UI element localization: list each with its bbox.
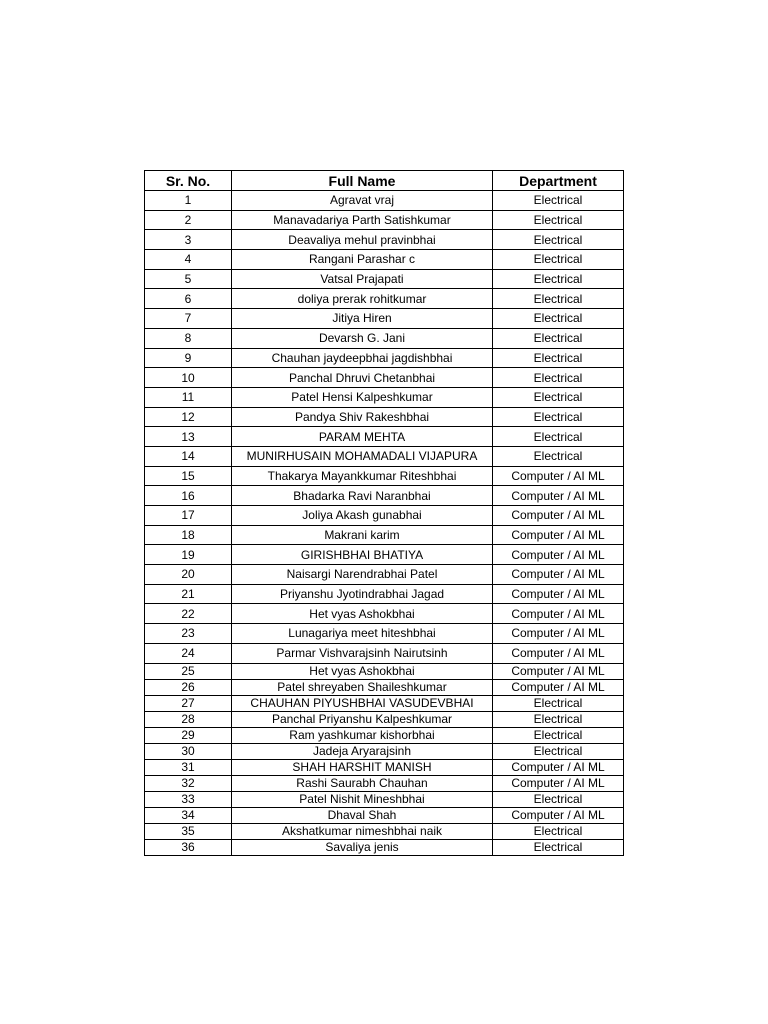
table-row [145,727,624,743]
cell-department: Computer / AI ML [493,545,624,565]
cell-full-name: Deavaliya mehul pravinbhai [232,230,493,250]
cell-department: Electrical [493,711,624,727]
cell-department: Electrical [493,289,624,309]
header-department: Department [493,171,624,191]
table-header-row [145,171,624,191]
cell-full-name: Het vyas Ashokbhai [232,604,493,624]
cell-department: Electrical [493,407,624,427]
table-row [145,230,624,250]
cell-full-name: Parmar Vishvarajsinh Nairutsinh [232,643,493,663]
cell-full-name: Dhaval Shah [232,807,493,823]
cell-sr-no: 34 [145,807,232,823]
cell-sr-no: 21 [145,584,232,604]
table-body [145,191,624,856]
cell-department: Electrical [493,791,624,807]
cell-sr-no: 18 [145,525,232,545]
cell-full-name: Lunagariya meet hiteshbhai [232,624,493,644]
header-sr-no: Sr. No. [145,171,232,191]
cell-department: Computer / AI ML [493,807,624,823]
cell-full-name: Savaliya jenis [232,839,493,855]
cell-department: Electrical [493,230,624,250]
cell-sr-no: 17 [145,506,232,526]
cell-sr-no: 24 [145,643,232,663]
cell-full-name: doliya prerak rohitkumar [232,289,493,309]
cell-department: Computer / AI ML [493,584,624,604]
table-row [145,545,624,565]
table-row [145,446,624,466]
cell-full-name: Panchal Priyanshu Kalpeshkumar [232,711,493,727]
cell-full-name: Makrani karim [232,525,493,545]
cell-full-name: Ram yashkumar kishorbhai [232,727,493,743]
cell-full-name: Jadeja Aryarajsinh [232,743,493,759]
cell-sr-no: 26 [145,679,232,695]
cell-department: Electrical [493,446,624,466]
cell-department: Computer / AI ML [493,506,624,526]
table-row [145,210,624,230]
table-row [145,624,624,644]
cell-sr-no: 10 [145,368,232,388]
cell-sr-no: 4 [145,250,232,270]
cell-sr-no: 23 [145,624,232,644]
cell-sr-no: 8 [145,328,232,348]
cell-department: Electrical [493,727,624,743]
cell-sr-no: 33 [145,791,232,807]
cell-full-name: Agravat vraj [232,191,493,211]
cell-full-name: CHAUHAN PIYUSHBHAI VASUDEVBHAI [232,695,493,711]
cell-sr-no: 1 [145,191,232,211]
cell-department: Electrical [493,695,624,711]
cell-sr-no: 28 [145,711,232,727]
table-row [145,695,624,711]
cell-department: Electrical [493,328,624,348]
cell-department: Electrical [493,309,624,329]
table-row [145,506,624,526]
cell-full-name: Bhadarka Ravi Naranbhai [232,486,493,506]
cell-sr-no: 14 [145,446,232,466]
cell-sr-no: 2 [145,210,232,230]
cell-department: Computer / AI ML [493,759,624,775]
table-row [145,289,624,309]
cell-sr-no: 19 [145,545,232,565]
cell-sr-no: 3 [145,230,232,250]
cell-department: Computer / AI ML [493,624,624,644]
cell-sr-no: 15 [145,466,232,486]
table-row [145,584,624,604]
cell-department: Computer / AI ML [493,525,624,545]
cell-sr-no: 30 [145,743,232,759]
table-row [145,663,624,679]
cell-full-name: Het vyas Ashokbhai [232,663,493,679]
cell-department: Computer / AI ML [493,663,624,679]
cell-sr-no: 35 [145,823,232,839]
cell-sr-no: 29 [145,727,232,743]
cell-department: Electrical [493,368,624,388]
table-row [145,407,624,427]
cell-full-name: Devarsh G. Jani [232,328,493,348]
table-row [145,759,624,775]
table-row [145,775,624,791]
cell-department: Electrical [493,427,624,447]
table-row [145,604,624,624]
cell-sr-no: 32 [145,775,232,791]
cell-full-name: Joliya Akash gunabhai [232,506,493,526]
table-row [145,328,624,348]
cell-full-name: Patel Hensi Kalpeshkumar [232,387,493,407]
cell-department: Computer / AI ML [493,486,624,506]
table-row [145,743,624,759]
cell-sr-no: 25 [145,663,232,679]
table-row [145,643,624,663]
table-row [145,348,624,368]
header-full-name: Full Name [232,171,493,191]
cell-full-name: Priyanshu Jyotindrabhai Jagad [232,584,493,604]
table-row [145,823,624,839]
table-row [145,525,624,545]
cell-department: Electrical [493,210,624,230]
cell-department: Electrical [493,269,624,289]
cell-full-name: Pandya Shiv Rakeshbhai [232,407,493,427]
cell-department: Electrical [493,823,624,839]
cell-sr-no: 16 [145,486,232,506]
table-row [145,466,624,486]
cell-department: Electrical [493,743,624,759]
cell-department: Computer / AI ML [493,643,624,663]
table-row [145,807,624,823]
table-row [145,839,624,855]
table-row [145,486,624,506]
cell-sr-no: 5 [145,269,232,289]
cell-full-name: Patel shreyaben Shaileshkumar [232,679,493,695]
student-roster-table [144,170,624,856]
cell-department: Electrical [493,250,624,270]
cell-full-name: Naisargi Narendrabhai Patel [232,565,493,585]
cell-sr-no: 20 [145,565,232,585]
cell-sr-no: 27 [145,695,232,711]
cell-department: Computer / AI ML [493,679,624,695]
cell-full-name: Panchal Dhruvi Chetanbhai [232,368,493,388]
table-row [145,427,624,447]
table-row [145,191,624,211]
cell-full-name: Manavadariya Parth Satishkumar [232,210,493,230]
cell-sr-no: 9 [145,348,232,368]
table-row [145,565,624,585]
cell-full-name: Thakarya Mayankkumar Riteshbhai [232,466,493,486]
cell-full-name: Akshatkumar nimeshbhai naik [232,823,493,839]
cell-department: Electrical [493,387,624,407]
cell-full-name: Rangani Parashar c [232,250,493,270]
table-row [145,387,624,407]
cell-department: Electrical [493,191,624,211]
cell-full-name: GIRISHBHAI BHATIYA [232,545,493,565]
cell-sr-no: 13 [145,427,232,447]
cell-department: Computer / AI ML [493,775,624,791]
table-row [145,250,624,270]
table-row [145,269,624,289]
cell-sr-no: 22 [145,604,232,624]
table-row [145,791,624,807]
cell-full-name: MUNIRHUSAIN MOHAMADALI VIJAPURA [232,446,493,466]
cell-full-name: Rashi Saurabh Chauhan [232,775,493,791]
cell-sr-no: 36 [145,839,232,855]
table-row [145,309,624,329]
cell-full-name: Vatsal Prajapati [232,269,493,289]
cell-department: Computer / AI ML [493,466,624,486]
cell-sr-no: 31 [145,759,232,775]
cell-department: Computer / AI ML [493,565,624,585]
cell-full-name: SHAH HARSHIT MANISH [232,759,493,775]
cell-sr-no: 12 [145,407,232,427]
table-row [145,368,624,388]
cell-sr-no: 6 [145,289,232,309]
cell-full-name: Jitiya Hiren [232,309,493,329]
cell-full-name: Chauhan jaydeepbhai jagdishbhai [232,348,493,368]
cell-department: Electrical [493,348,624,368]
cell-sr-no: 11 [145,387,232,407]
table-row [145,711,624,727]
cell-department: Electrical [493,839,624,855]
cell-full-name: PARAM MEHTA [232,427,493,447]
cell-department: Computer / AI ML [493,604,624,624]
table-row [145,679,624,695]
cell-full-name: Patel Nishit Mineshbhai [232,791,493,807]
cell-sr-no: 7 [145,309,232,329]
